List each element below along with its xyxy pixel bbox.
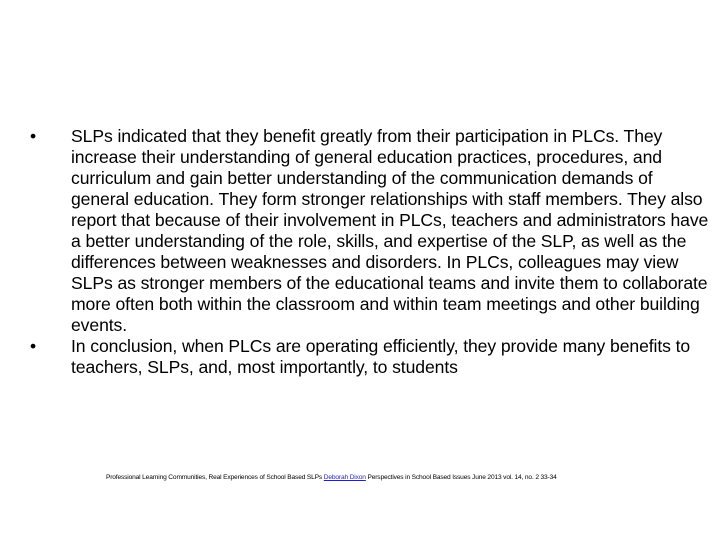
- bullet-item-conclusion: [26, 336, 710, 378]
- bullet-text-conclusion: In conclusion, when PLCs are operating efficiently, they provide many benefits to teachers, SLPs, and, most importantly, to students: [71, 336, 691, 377]
- citation-source: Professional Learning Communities, Real Experiences of School Based SLPs: [106, 474, 324, 481]
- bullet-item-benefits: [26, 126, 710, 336]
- bullet-list: [26, 126, 710, 378]
- bullet-text-benefits: SLPs indicated that they benefit greatly from their participation in PLCs. They increase their understanding of general education practices, procedures, and curriculum and gain better understanding of the communication demands of general education. They form stronger relationships with staff members. They also report that because of their involvement in PLCs, teachers and administrators have a better understanding of the role, skills, and expertise of the SLP, as well as the differences between weaknesses and disorders. In PLCs, colleagues may view SLPs as stronger members of the educational teams and invite them to collaborate more often both within the classroom and within team meetings and other building events.: [71, 126, 709, 335]
- citation-author-link[interactable]: Deborah Dixon: [323, 474, 366, 481]
- bullet-marker: •: [30, 126, 37, 146]
- citation: [106, 473, 706, 482]
- citation-details: Perspectives in School Based Issues June 2013 vol. 14, no. 2 33-34: [365, 474, 557, 481]
- bullet-marker: •: [30, 336, 37, 356]
